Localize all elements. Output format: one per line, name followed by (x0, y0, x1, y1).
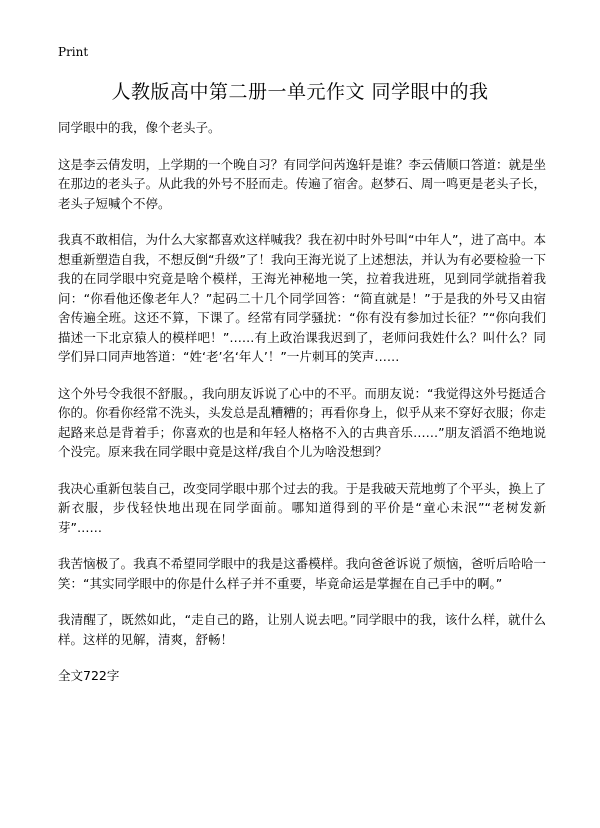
paragraph: 我真不敢相信，为什么大家都喜欢这样喊我？我在初中时外号叫“中年人”，进了高中。本想重新塑造自我，不想反倒“升级”了！我向王海光说了上述想法，并认为有必要检验一下我的在同学眼中究竟是啥个模样，王海光神秘地一笑，拉着我进班，见到同学就指着我问：“你看他还像老年人？”起码二十几个同学回答：“简直就是！”于是我的外号又由宿舍传遍全班。这还不算，下课了。经常有同学骚扰：“你有没有参加过长征？”“你向我们描述一下北京猿人的模样吧！”……有上政治课我迟到了，老师问我姓什么？叫什么？同学们异口同声地答道：“姓‘老’名‘年人’！”一片刺耳的笑声…… (58, 232, 546, 364)
paragraph: 这是李云倩发明，上学期的一个晚自习？有同学问芮逸轩是谁？李云倩顺口答道：就是坐在那边的老头子。从此我的外号不胫而走。传遍了宿舍。赵梦石、周一鸣更是老头子长，老头子短喊个不停。 (58, 156, 546, 211)
article-body (58, 118, 546, 686)
paragraph: 同学眼中的我，像个老头子。 (58, 120, 221, 135)
page-title: 人教版高中第二册一单元作文 同学眼中的我 (111, 81, 489, 103)
word-count: 全文722字 (58, 668, 120, 683)
paragraph: 这个外号令我很不舒服。，我向朋友诉说了心中的不平。而朋友说：“我觉得这外号挺适合你的。你看你经常不洗头，头发总是乱糟糟的；再看你身上，似乎从来不穿好衣服；你走起路来总是背着手；你喜欢的也是和年轻人格格不入的古典音乐……”朋友滔滔不绝地说个没完。原来我在同学眼中竟是这样/我自个儿为啥没想到？ (58, 385, 546, 459)
paragraph: 我清醒了，既然如此，“走自己的路，让别人说去吧。”同学眼中的我，该什么样，就什么样。这样的见解，清爽，舒畅！ (58, 612, 546, 647)
paragraph: 我决心重新包装自己，改变同学眼中那个过去的我。于是我破天荒地剪了个平头，换上了新衣服，步伐轻快地出现在同学面前。哪知道得到的平价是“童心未泯”“老树发新芽”…… (58, 480, 546, 535)
paragraph: 我苦恼极了。我真不希望同学眼中的我是这番模样。我向爸爸诉说了烦恼，爸听后哈哈一笑：“其实同学眼中的你是什么样子并不重要，毕竟命运是掌握在自己手中的啊。” (58, 556, 546, 591)
print-link[interactable]: Print (58, 45, 89, 59)
